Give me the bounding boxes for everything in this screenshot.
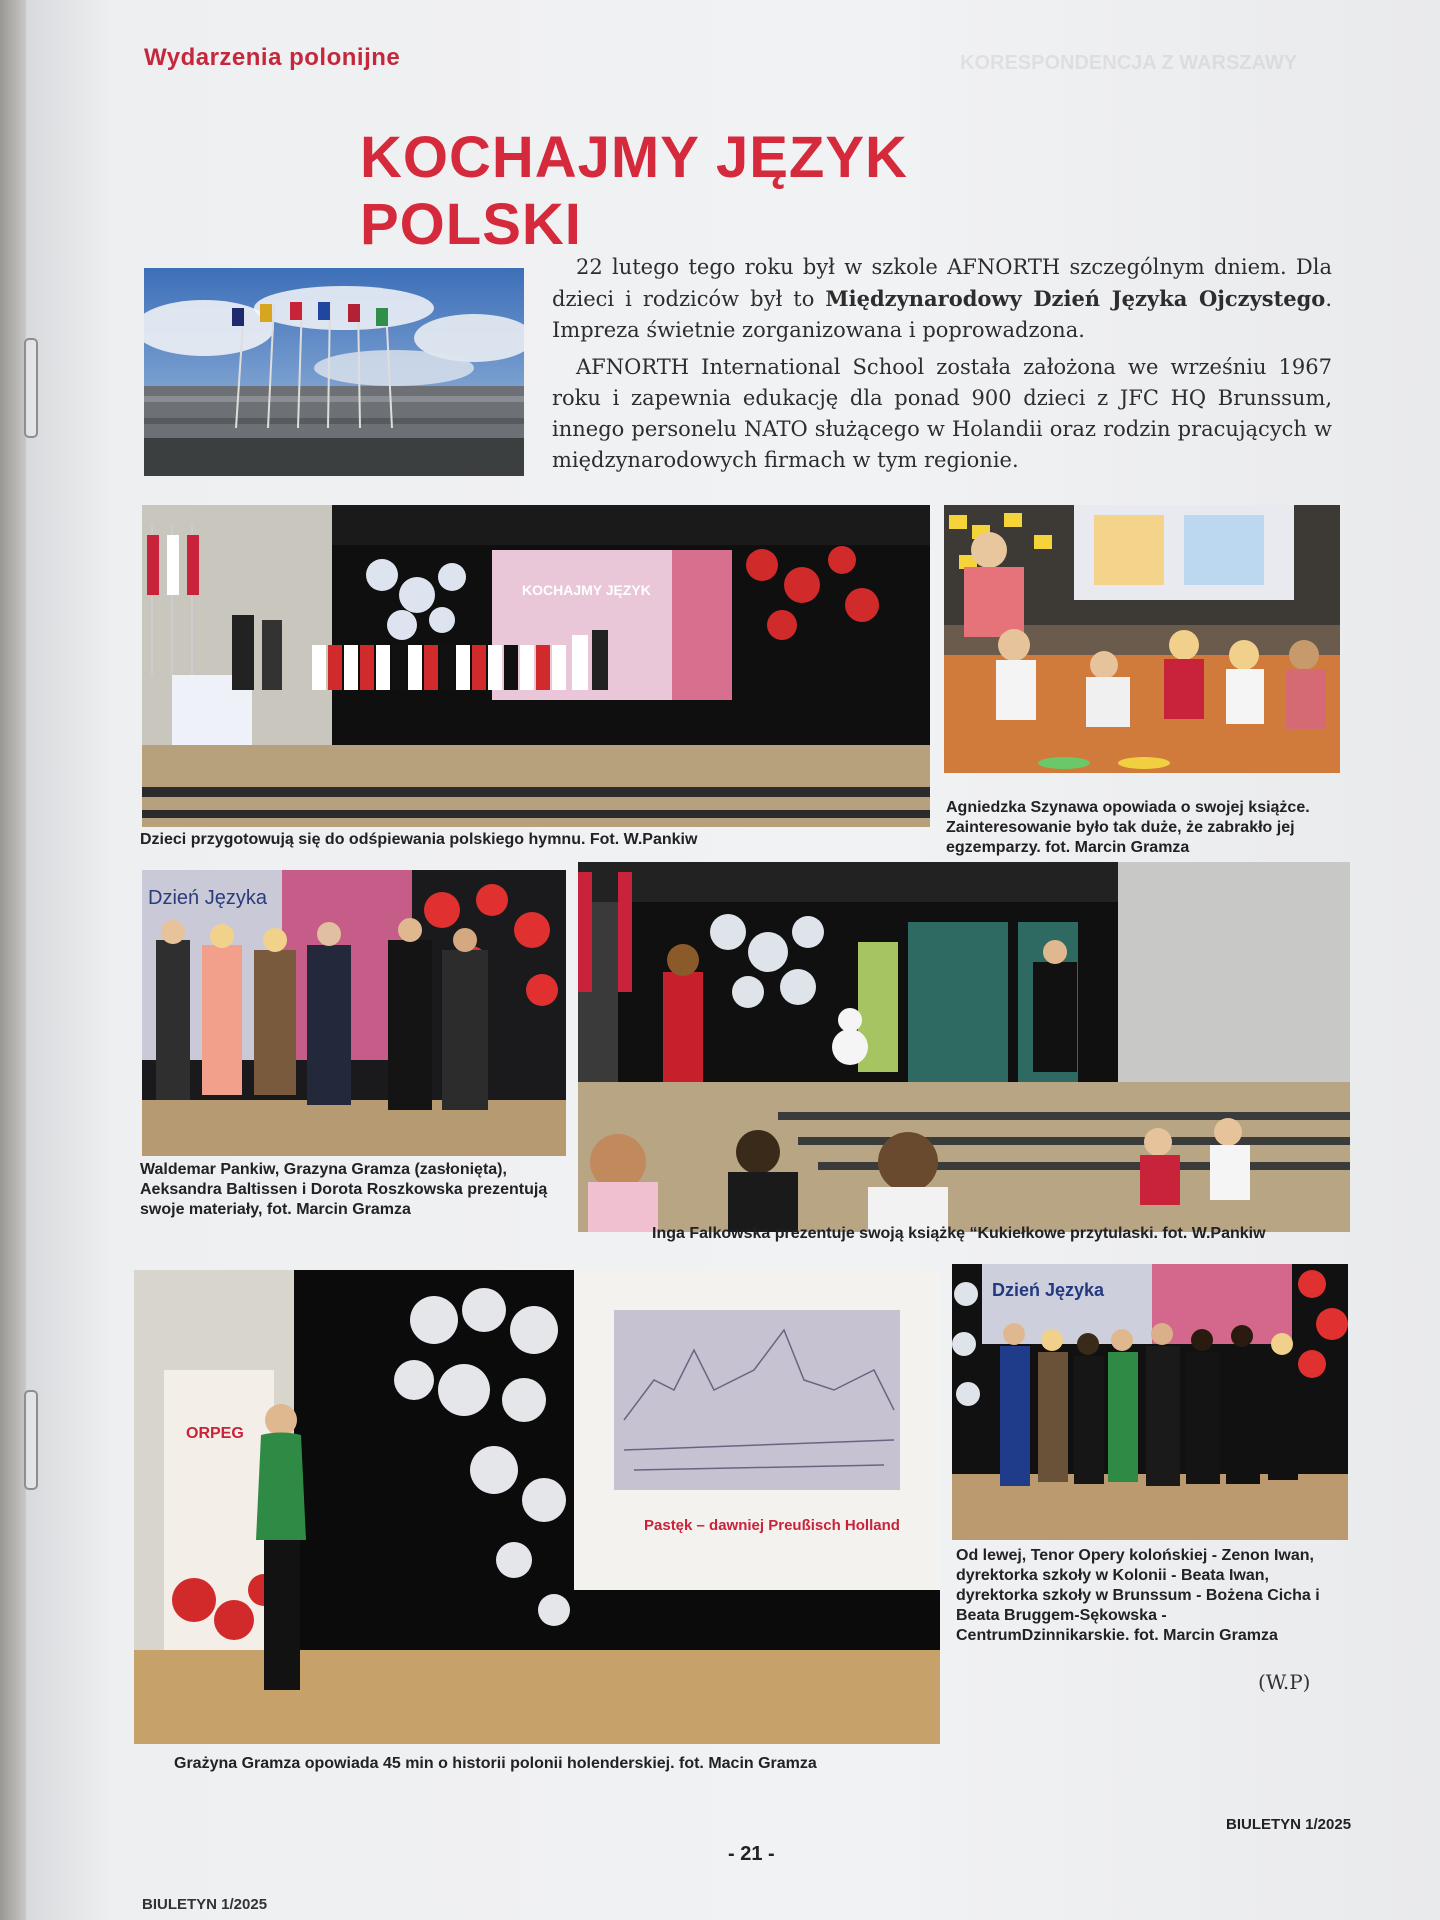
photo-children-on-stage [142,505,930,827]
photo-group-guests [952,1264,1348,1540]
intro-paragraph-1: 22 lutego tego roku był w szkole AFNORTH szczególnym dniem. Dla dzieci i rodziców był to Międzynarodowy Dzień Języka Ojczystego. Impreza świetnie zorganizowana i poprowadzona. [552,255,1333,342]
history-slide-text: Pastęk – dawniej Preußisch Holland [644,1517,900,1534]
show-through-text: KORESPONDENCJA Z WARSZAWY [960,52,1298,74]
staple-top [24,338,38,438]
photo-stage-performance [578,862,1350,1232]
article-intro [552,252,1332,482]
page-number: - 21 - [728,1843,775,1865]
footer-bulletin-left: BIULETYN 1/2025 [142,1896,268,1913]
caption-photo-author-reading: Agniedzka Szynawa opowiada o swojej książce. Zainteresowanie było tak duże, że zabrakło jej egzemparzy. fot. Marcin Gramza [946,799,1310,856]
slide-banner-text-2: Dzień Języka [992,1280,1105,1300]
author-signature: (W.P) [1258,1670,1311,1694]
caption-photo-children-on-stage: Dzieci przygotowują się do odśpiewania polskiego hymnu. Fot. W.Pankiw [140,831,698,848]
section-label: Wydarzenia polonijne [144,44,401,71]
article-title: KOCHAJMY JĘZYK POLSKI [360,125,908,257]
staple-bottom [24,1390,38,1490]
footer-bulletin-right: BIULETYN 1/2025 [1226,1816,1352,1833]
caption-photo-stage-performance: Inga Falkowska prezentuje swoją książkę “Kukiełkowe przytulaski. fot. W.Pankiw [652,1225,1266,1242]
photo-history-lecture [134,1270,940,1744]
photo-presenters [142,870,566,1156]
intro-paragraph-2: AFNORTH International School została założona we wrześniu 1967 roku i zapewnia edukację dla ponad 900 dzieci z JFC HQ Brunssum, innego personelu NATO służącego w Holandii oraz rodzin pracujących w międzynarodowych firmach w tym regionie. [552,355,1332,472]
caption-photo-presenters: Waldemar Pankiw, Grazyna Gramza (zasłonięta), Aeksandra Baltissen i Dorota Roszkowska prezentują swoje materiały, fot. Marcin Gramza [140,1161,548,1218]
photo-school-flags [144,268,524,476]
caption-photo-history-lecture: Grażyna Gramza opowiada 45 min o historii polonii holenderskiej. fot. Macin Gramza [174,1755,817,1772]
orpeg-logo-text: ORPEG [186,1425,244,1442]
stage-banner-text: KOCHAJMY JĘZYK [522,582,651,598]
caption-photo-group-guests: Od lewej, Tenor Opery kolońskiej - Zenon Iwan, dyrektorka szkoły w Kolonii - Beata Iwan, dyrektorka szkoły w Brunssum - Bożena Cicha i Beata Bruggem-Sękowska - CentrumDzinnikarskie. fot. Marcin Gramza [956,1547,1320,1644]
highlighted-event-name: Międzynarodowy Dzień Języka Ojczystego [825,286,1326,311]
slide-banner-text: Dzień Języka [148,887,267,909]
photo-author-reading [944,505,1340,773]
